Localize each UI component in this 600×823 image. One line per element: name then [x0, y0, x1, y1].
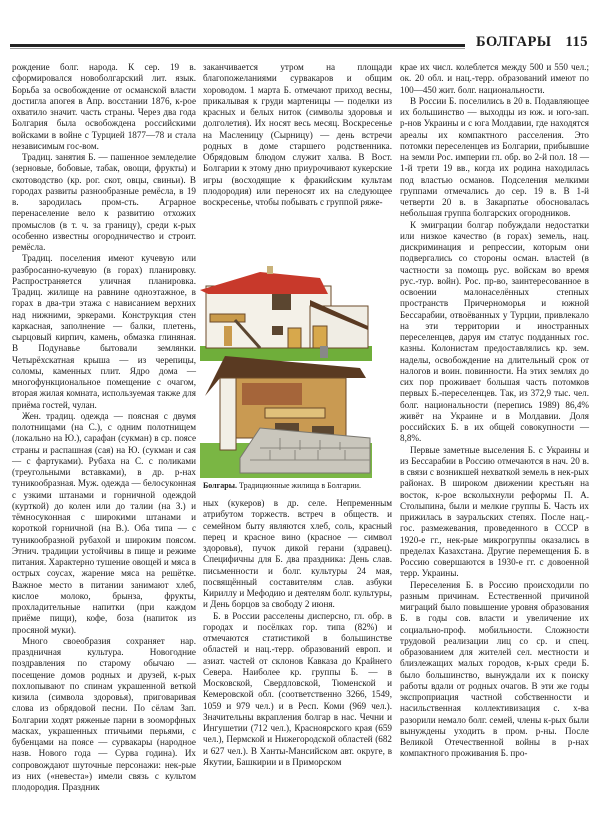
paragraph: рождение болг. народа. К сер. 19 в. сформировался новоболгарский лит. язык. Борьба за освобождение от османской власти достигла апогея в Апр. восстании 1876, к-рое охватило значит. часть страны. Через два года Болгария была освобождена российскими войсками в войне с Турцией 1877—78 и стала независимым гос-вом. [12, 62, 196, 151]
paragraph: крае их числ. колеблется между 500 и 550 чел.; ок. 20 обл. и нац.-терр. образований имеют по 100—450 жит. болг. национальности. [400, 62, 589, 95]
house-top [200, 266, 372, 361]
paragraph: В России Б. поселились в 20 в. Подавляющее их большинство — выходцы из юж. и юго-зап. р-нов Украины и с юга Молдавии, где находятся ареалы их компактного расселения. Это потомки переселенцев из Болгарии, прибывшие на земли Рос. империи гл. обр. во 2-й пол. 18 — 1-й трети 19 вв., когда их родина находилась под властью османов. Подселения мелкими группами отмечались до сер. 19 в. В 1-й четверти 20 в. в Закарпатье обосновалась небольшая группа болгарских огородников. [400, 95, 589, 219]
paragraph: заканчивается утром на площади благопожеланиями сурвакаров и общим хороводом. 1 марта Б. отмечают приход весны, прикалывая к груди мартеницы — поделки из красных и белых ниток (символы здоровья и долголетия). Их носят весь месяц. Воскресенье на Масленицу (Сырницу) — день встречи родных в доме старшего родственника. Обрядовым блюдом служит халва. В Вост. Болгарии к этому дню приурочивают кукерские игры (восходящие к фракийским культам плодородия) или переносят их на следующее воскресенье, чтобы побывать с группой ряже- [203, 62, 392, 207]
running-title: БОЛГАРЫ [475, 34, 552, 50]
caption-text: Традиционные жилища в Болгарии. [237, 481, 361, 490]
illustration-traditional-houses [200, 228, 372, 478]
caption-label: Болгары. [203, 481, 237, 490]
house-bottom [200, 346, 372, 478]
paragraph: Традиц. занятия Б. — пашенное земледелие (зерновые, бобовые, табак, овощи, фрукты) и скотоводство (кр. рог. скот, овцы, свиньи). В городах развиты разнообразные ремёсла, в 19 в. зародилась пром-сть. Аграрное перенаселение вело к развитию отхожих промыслов (в т. ч. за границу), среди к-рых особенно известны огородничество и строит. ремёсла. [12, 152, 196, 252]
paragraph: Первые заметные выселения Б. с Украины и из Бессарабии в Россию отмечаются в нач. 20 в. в связи с возникшей нехваткой земель в нек-рых районах. В широком движении крестьян на восток, к-рое всколыхнули реформы П. А. Столыпина, были и мелкие группы Б. Часть их прижилась в зауральских степях. После нац.-гос. размежевания, проведенного в СССР в 1920-е гг., нек-рые микрогруппы оказались в пределах Казахстана. Другие перемещения Б. в Россию совершаются в 1930-е гг. с довоенной терр. Украины. [400, 444, 589, 579]
page-number: 115 [565, 34, 588, 50]
paragraph: ных (кукеров) в др. селе. Непременным атрибутом торжеств. встреч в обществ. и семейном быту являются хлеб, соль, красный перец и красное вино (красное — символ здоровья), пучок дикой герани (здравец). Специфичны для Б. два праздника: День слав. письменности и болг. культуры 24 мая, посвящённый составителям слав. азбуки Кириллу и Мефодию и деятелям болг. культуры, и День борцов за свободу 2 июня. [203, 498, 392, 610]
paragraph: Жен. традиц. одежда — поясная с двумя полотнищами (на С.), с одним полотнищем (локально на Ю.), сарафан (сукман) в ср. поясе страны и распашная (сая) на Ю. (сукман и сая — с фартуками). Рубаха на С. с поликами (треугольными вставками), в др. р-нах туникообразная. Муж. одежда — белосуконная с узкими штанами и горничной одеждой (курткой) до колен или до талии (на З.) и тёмносуконная с широкими штанами и короткой горничной (на В.). Оба типа — с туникообразной рубахой и широким поясом. Этнич. традиции устойчивы в пище и режиме питания. Характерно тушение овощей и мяса в острых соусах, жарение мяса на решётке. Важное место в питании занимают хлеб, кислое молоко, брынза, фрукты, прохладительные напитки (при каждом приёме пищи), кофе, боза (напиток из просяной муки). [12, 410, 196, 635]
header-rule [10, 44, 465, 47]
header-rule-thin [10, 48, 465, 49]
text-column-2-top [203, 62, 392, 208]
text-column-1 [12, 62, 196, 793]
text-column-2-bottom [203, 498, 392, 768]
paragraph: Традиц. поселения имеют кучевую или разбросанно-кучевую (в горах) планировку. Распространяется уличная планировка. Традиц. жилище на равнине одноэтажное, в горах в два-три этажа с нависанием верхних над нижними, эркерами. Конструкция стен каркасная, заполнение — балки, плетень, сырцовый кирпич, камень, обмазка глиняная. В Подунавье бытовали землянки. Четырёхскатная крыша — из черепицы, соломы, каменных плит. Ядро дома — многофункциональное помещение с очагом, вторая жилая комната, используемая также для приёма гостей, чулан. [12, 253, 196, 410]
text-column-3 [400, 62, 589, 760]
paragraph: Переселения Б. в Россию происходили по разным причинам. Естественной причиной миграций было повышение уровня образования Б. в годы сов. власти и увеличение их социально-проф. мобильности. Сложности трудовой реализации лиц со ср. и спец. образованием для жителей сел. местности и близлежащих малых городов, к-рых среди Б. было большинство, вынуждали их к поиску работы вдали от родных очагов. В эти же годы экспроприация частной собственности и насильственная коллективизация с. х-ва разорили немало болг. семей, члены к-рых были вынуждены уходить в пром. р-ны. После Великой Отечественной войны в р-нах компактного проживания Б. про- [400, 579, 589, 759]
paragraph: Много своеобразия сохраняет нар. праздничная культура. Новогодние поздравления по старому обычаю — посещение домов родных и друзей, к-рых похлопывают по спинам украшенной веткой кизила (символа здоровья), приговаривая слова из обрядовой песни. По сёлам Зап. Болгарии ходят ряженые парни в зооморфных масках, украшенных птичьими перьями, с бубенцами на поясе — сурвакары (народное назв. Нового года — Сурва година). Их сопровождают шуточные персонажи: нек-рые из них («невеста») имели связь с культом плодородия. Праздник [12, 635, 196, 792]
paragraph: К эмиграции болгар побуждали недостатки или низкое качество (в горах) земель, нац. дискриминация и репрессии, которым они подвергались со стороны осман. властей (в частности за помощь рус. войскам во время рус.-тур. войн). Рос. пр-во, заинтересованное в освоении малонаселённых степных пространств Причерноморья и южной Бессарабии, отвоёванных у Турции, привлекало на эти территории и иностранных переселенцев, даруя им статус подданных гос. казны. Колонистам предоставлялись кр. зем. наделы, освобождение на длительный срок от налогов и воин. повинности. На этих землях до сих пор проживает большая часть потомков первых Б.-переселенцев. Так, из 372,9 тыс. чел. болг. национальности (перепись 1989) 86,4% живёт на Украине и в Молдавии. Доля российских Б. в их общей совокупности — 8,8%. [400, 219, 589, 444]
figure-caption [203, 481, 395, 490]
running-header [476, 34, 588, 51]
paragraph: Б. в России расселены дисперсно, гл. обр. в городах и посёлках гор. типа (82%) и отмечаются статистикой в большинстве областей и нац.-терр. образований европ. и азиат. частей от склонов Кавказа до Крайнего Севера. Наиболее кр. группы Б. — в Московской, Свердловской, Тюменской и Кемеровской обл. (соответственно 3266, 1549, 1059 и 979 чел.) и в Респ. Коми (969 чел.). Значительны вкрапления болгар в нас. Чечни и Ингушетии (712 чел.), Красноярского края (659 чел.), Пермской и Нижегородской областей (682 и 627 чел.). В Ханты-Мансийском авт. округе, в Якутии, Башкирии и в Приморском [203, 610, 392, 767]
